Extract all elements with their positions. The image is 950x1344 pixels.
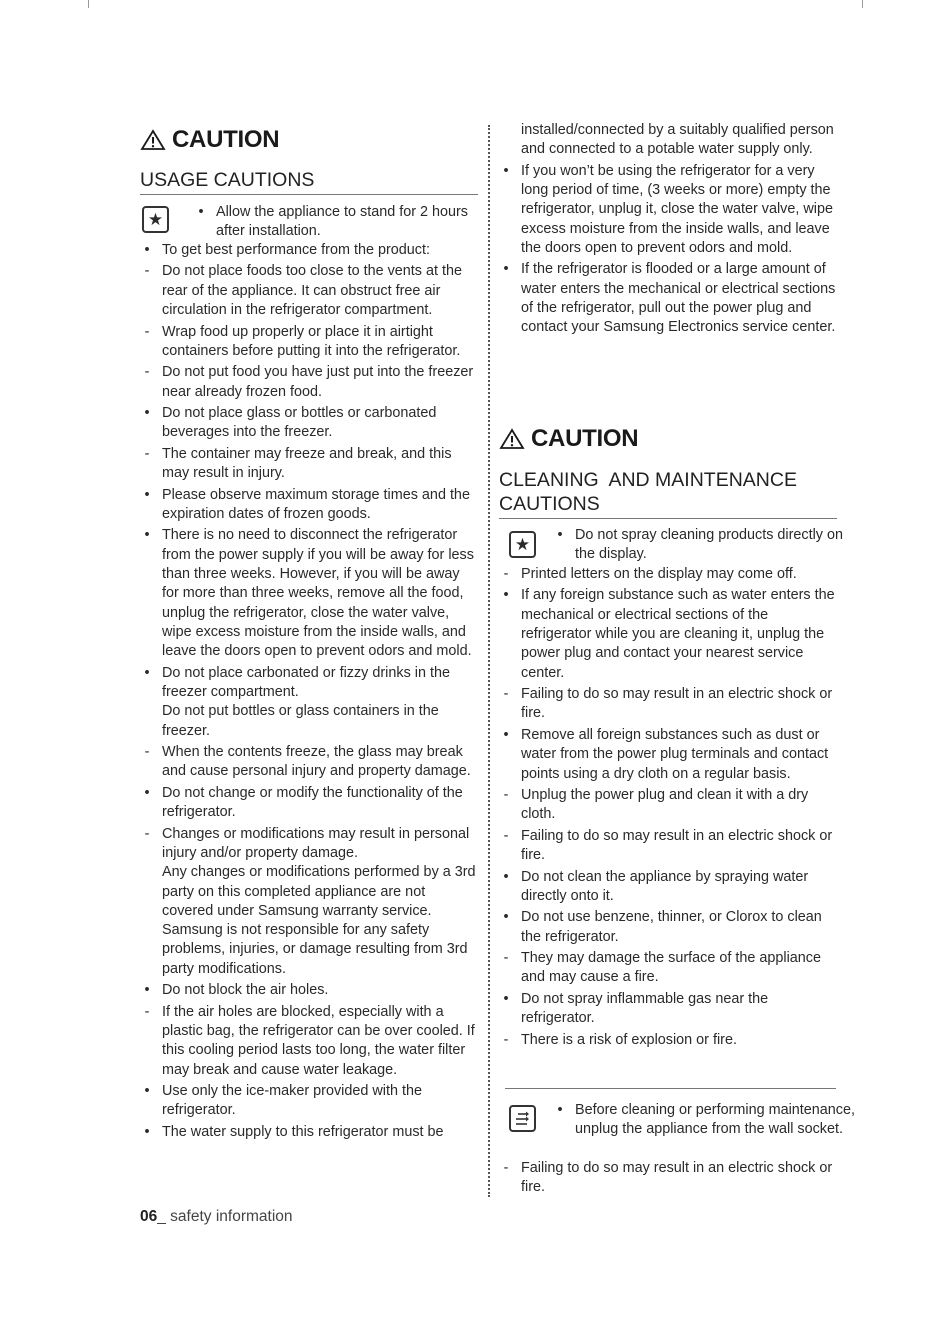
list-marker: - bbox=[503, 1031, 509, 1048]
item-text: Failing to do so may result in an electric shock or fire. bbox=[521, 686, 833, 722]
item-text: Please observe maximum storage times and the expiration dates of frozen goods. bbox=[162, 486, 470, 522]
bullet-item bbox=[499, 908, 837, 947]
list-marker: - bbox=[144, 825, 150, 842]
item-text: Failing to do so may result in an electric shock or fire. bbox=[521, 1160, 833, 1196]
bullet-item bbox=[140, 486, 478, 525]
section-title-cleaning-maintenance: CLEANING AND MAINTENANCE CAUTIONS bbox=[499, 468, 837, 519]
list-marker: • bbox=[503, 261, 509, 278]
item-text: Wrap food up properly or place it in airtight containers before putting it into the refrigerator. bbox=[162, 323, 461, 359]
list-marker: • bbox=[144, 405, 150, 422]
list-marker: - bbox=[503, 566, 509, 582]
divider-line bbox=[505, 1088, 836, 1089]
item-text: Unplug the power plug and clean it with a dry cloth. bbox=[521, 787, 809, 823]
section-title-usage-cautions: USAGE CAUTIONS bbox=[140, 168, 478, 195]
bullet-item bbox=[140, 664, 478, 741]
caution-heading bbox=[140, 126, 279, 154]
list-marker: - bbox=[503, 787, 509, 804]
dash-item bbox=[499, 786, 837, 825]
item-text: If you won’t be using the refrigerator for a very long period of time, (3 weeks or more) empty the refrigerator, unplug it, close the water valve, wipe excess moisture from the inside walls, and leave the doors open to prevent odors and mold. bbox=[521, 162, 833, 256]
item-text: If any foreign substance such as water enters the mechanical or electrical sections of the refrigerator while you are cleaning it, unplug the power plug and contact your nearest service center. bbox=[521, 587, 835, 681]
caution-label: CAUTION bbox=[172, 126, 280, 153]
item-text: Failing to do so may result in an electric shock or fire. bbox=[521, 827, 833, 864]
dash-item bbox=[140, 825, 478, 979]
list-marker: - bbox=[144, 744, 150, 761]
list-marker: - bbox=[503, 950, 509, 967]
dash-item bbox=[140, 363, 478, 402]
item-text: Do not change or modify the functionality of the refrigerator. bbox=[162, 784, 463, 821]
star-note-icon: ★ bbox=[509, 531, 536, 558]
note-row bbox=[499, 526, 843, 566]
continued-item bbox=[499, 121, 837, 160]
list-marker: • bbox=[144, 784, 150, 801]
note-text: Do not spray cleaning products directly on the display. bbox=[575, 527, 843, 563]
item-text: If the refrigerator is flooded or a large amount of water enters the mechanical or electrical sections of the refrigerator, pull out the power plug and contact your Samsung Electronics service center. bbox=[521, 261, 836, 336]
list-marker: • bbox=[144, 1083, 150, 1100]
bullet-item bbox=[140, 241, 478, 260]
list-marker: - bbox=[144, 263, 150, 280]
list-marker: - bbox=[503, 827, 509, 844]
item-text: Changes or modifications may result in personal injury and/or property damage. Any changes or modifications performed by a 3rd party on this completed appliance are not covered under Samsung warranty service. Samsung is not responsible for any safety problems, injuries, or damage resulting from 3rd party modifications. bbox=[162, 825, 476, 977]
list-marker: • bbox=[503, 587, 509, 604]
dash-item bbox=[499, 685, 837, 724]
note-item: • Do not spray cleaning products directly on the display. bbox=[557, 527, 843, 563]
bullet-item bbox=[140, 404, 478, 443]
dash-item bbox=[140, 1003, 478, 1080]
item-text: Use only the ice-maker provided with the refrigerator. bbox=[162, 1083, 422, 1119]
note-row bbox=[140, 202, 478, 242]
bullet-item bbox=[499, 162, 837, 258]
list-marker: • bbox=[144, 664, 150, 681]
note-text: Allow the appliance to stand for 2 hours after installation. bbox=[216, 204, 468, 240]
item-text: installed/connected by a suitably qualified person and connected to a potable water supply only. bbox=[521, 122, 834, 158]
item-text: Do not place glass or bottles or carbonated beverages into the freezer. bbox=[162, 405, 437, 441]
item-text: Do not block the air holes. bbox=[162, 982, 329, 999]
warning-triangle-icon bbox=[140, 129, 166, 151]
crop-mark bbox=[88, 0, 89, 8]
list-marker: • bbox=[503, 726, 509, 743]
usage-cautions-list bbox=[140, 241, 478, 1144]
note-item: • Allow the appliance to stand for 2 hours after installation. bbox=[198, 204, 468, 240]
unplug-note-icon bbox=[509, 1105, 536, 1132]
list-marker: • bbox=[503, 162, 509, 179]
dash-item bbox=[499, 949, 837, 988]
dash-item bbox=[140, 323, 478, 362]
cleaning-cautions-list bbox=[499, 565, 837, 1052]
footer-section: _ safety information bbox=[157, 1208, 293, 1225]
item-text: Remove all foreign substances such as dust or water from the power plug terminals and contact points using a dry cloth on a regular basis. bbox=[521, 726, 829, 782]
list-marker: • bbox=[503, 909, 509, 926]
list-marker: - bbox=[144, 445, 150, 462]
item-text: Do not spray inflammable gas near the refrigerator. bbox=[521, 990, 769, 1027]
bullet-item bbox=[140, 1123, 478, 1142]
bullet-item bbox=[499, 586, 837, 682]
dash-item bbox=[499, 827, 837, 866]
list-marker: • bbox=[144, 1123, 150, 1140]
list-marker: • bbox=[144, 527, 150, 544]
list-marker: • bbox=[144, 242, 150, 258]
bullet-item bbox=[140, 1082, 478, 1121]
crop-mark bbox=[862, 0, 863, 8]
bullet-item bbox=[140, 526, 478, 661]
column-divider bbox=[488, 125, 490, 1197]
item-text: The container may freeze and break, and this may result in injury. bbox=[162, 445, 452, 482]
bullet-item bbox=[140, 784, 478, 823]
dash-item bbox=[499, 1159, 837, 1198]
item-text: The water supply to this refrigerator must be bbox=[162, 1123, 444, 1140]
star-note-icon: ★ bbox=[142, 206, 169, 233]
item-text: Do not put food you have just put into the freezer near already frozen food. bbox=[162, 364, 474, 400]
list-marker: - bbox=[503, 686, 509, 703]
list-marker: - bbox=[144, 364, 150, 381]
item-text: Do not clean the appliance by spraying water directly onto it. bbox=[521, 868, 809, 904]
dash-item bbox=[140, 445, 478, 484]
list-marker: • bbox=[144, 982, 150, 999]
list-marker: - bbox=[503, 1160, 509, 1176]
continued-list bbox=[499, 121, 837, 340]
item-text: They may damage the surface of the appliance and may cause a fire. bbox=[521, 950, 821, 986]
item-text: There is no need to disconnect the refrigerator from the power supply if you will be away for less than three weeks. However, if you will be away for more than three weeks, remove all the food, unplug the refrigerator, close the water valve, wipe excess moisture from the inside walls, and leave the doors open to prevent odors and mold. bbox=[162, 527, 474, 660]
item-text: If the air holes are blocked, especially with a plastic bag, the refrigerator can be over cooled. If this cooling period lasts too long, the water filter may break and cause water leakage. bbox=[162, 1003, 475, 1078]
note-text: Before cleaning or performing maintenance, unplug the appliance from the wall socket. bbox=[575, 1102, 855, 1138]
list-marker: - bbox=[144, 1003, 150, 1020]
caution-heading bbox=[499, 425, 638, 453]
note-row bbox=[499, 1101, 855, 1161]
bullet-item bbox=[499, 990, 837, 1029]
plug-icon bbox=[514, 1110, 531, 1127]
item-text: Printed letters on the display may come off. bbox=[521, 566, 797, 582]
list-marker: • bbox=[503, 868, 509, 885]
warning-triangle-icon bbox=[499, 428, 525, 450]
item-text: There is a risk of explosion or fire. bbox=[521, 1031, 737, 1048]
dash-item bbox=[499, 565, 837, 584]
bullet-item bbox=[499, 260, 837, 337]
item-text: Do not place foods too close to the vents at the rear of the appliance. It can obstruct free air circulation in the refrigerator compartment. bbox=[162, 263, 462, 319]
bullet-item bbox=[499, 868, 837, 907]
page-footer bbox=[140, 1208, 293, 1226]
dash-item bbox=[140, 743, 478, 782]
item-text: When the contents freeze, the glass may break and cause personal injury and property damage. bbox=[162, 744, 471, 780]
page-number: 06 bbox=[140, 1208, 158, 1225]
note-item: • Before cleaning or performing maintenance, unplug the appliance from the wall socket. bbox=[557, 1102, 855, 1138]
bullet-item bbox=[140, 981, 478, 1000]
caution-label: CAUTION bbox=[531, 425, 639, 452]
item-text: Do not use benzene, thinner, or Clorox to clean the refrigerator. bbox=[521, 909, 822, 945]
item-text: Do not place carbonated or fizzy drinks in the freezer compartment. Do not put bottles or glass containers in the freezer. bbox=[162, 664, 450, 739]
item-text: To get best performance from the product: bbox=[162, 242, 430, 258]
dash-item bbox=[499, 1031, 837, 1050]
list-marker: - bbox=[144, 323, 150, 340]
bullet-item bbox=[499, 726, 837, 784]
list-marker: • bbox=[144, 486, 150, 503]
list-marker: • bbox=[503, 990, 509, 1007]
dash-item bbox=[140, 262, 478, 320]
unplug-list bbox=[499, 1159, 837, 1200]
